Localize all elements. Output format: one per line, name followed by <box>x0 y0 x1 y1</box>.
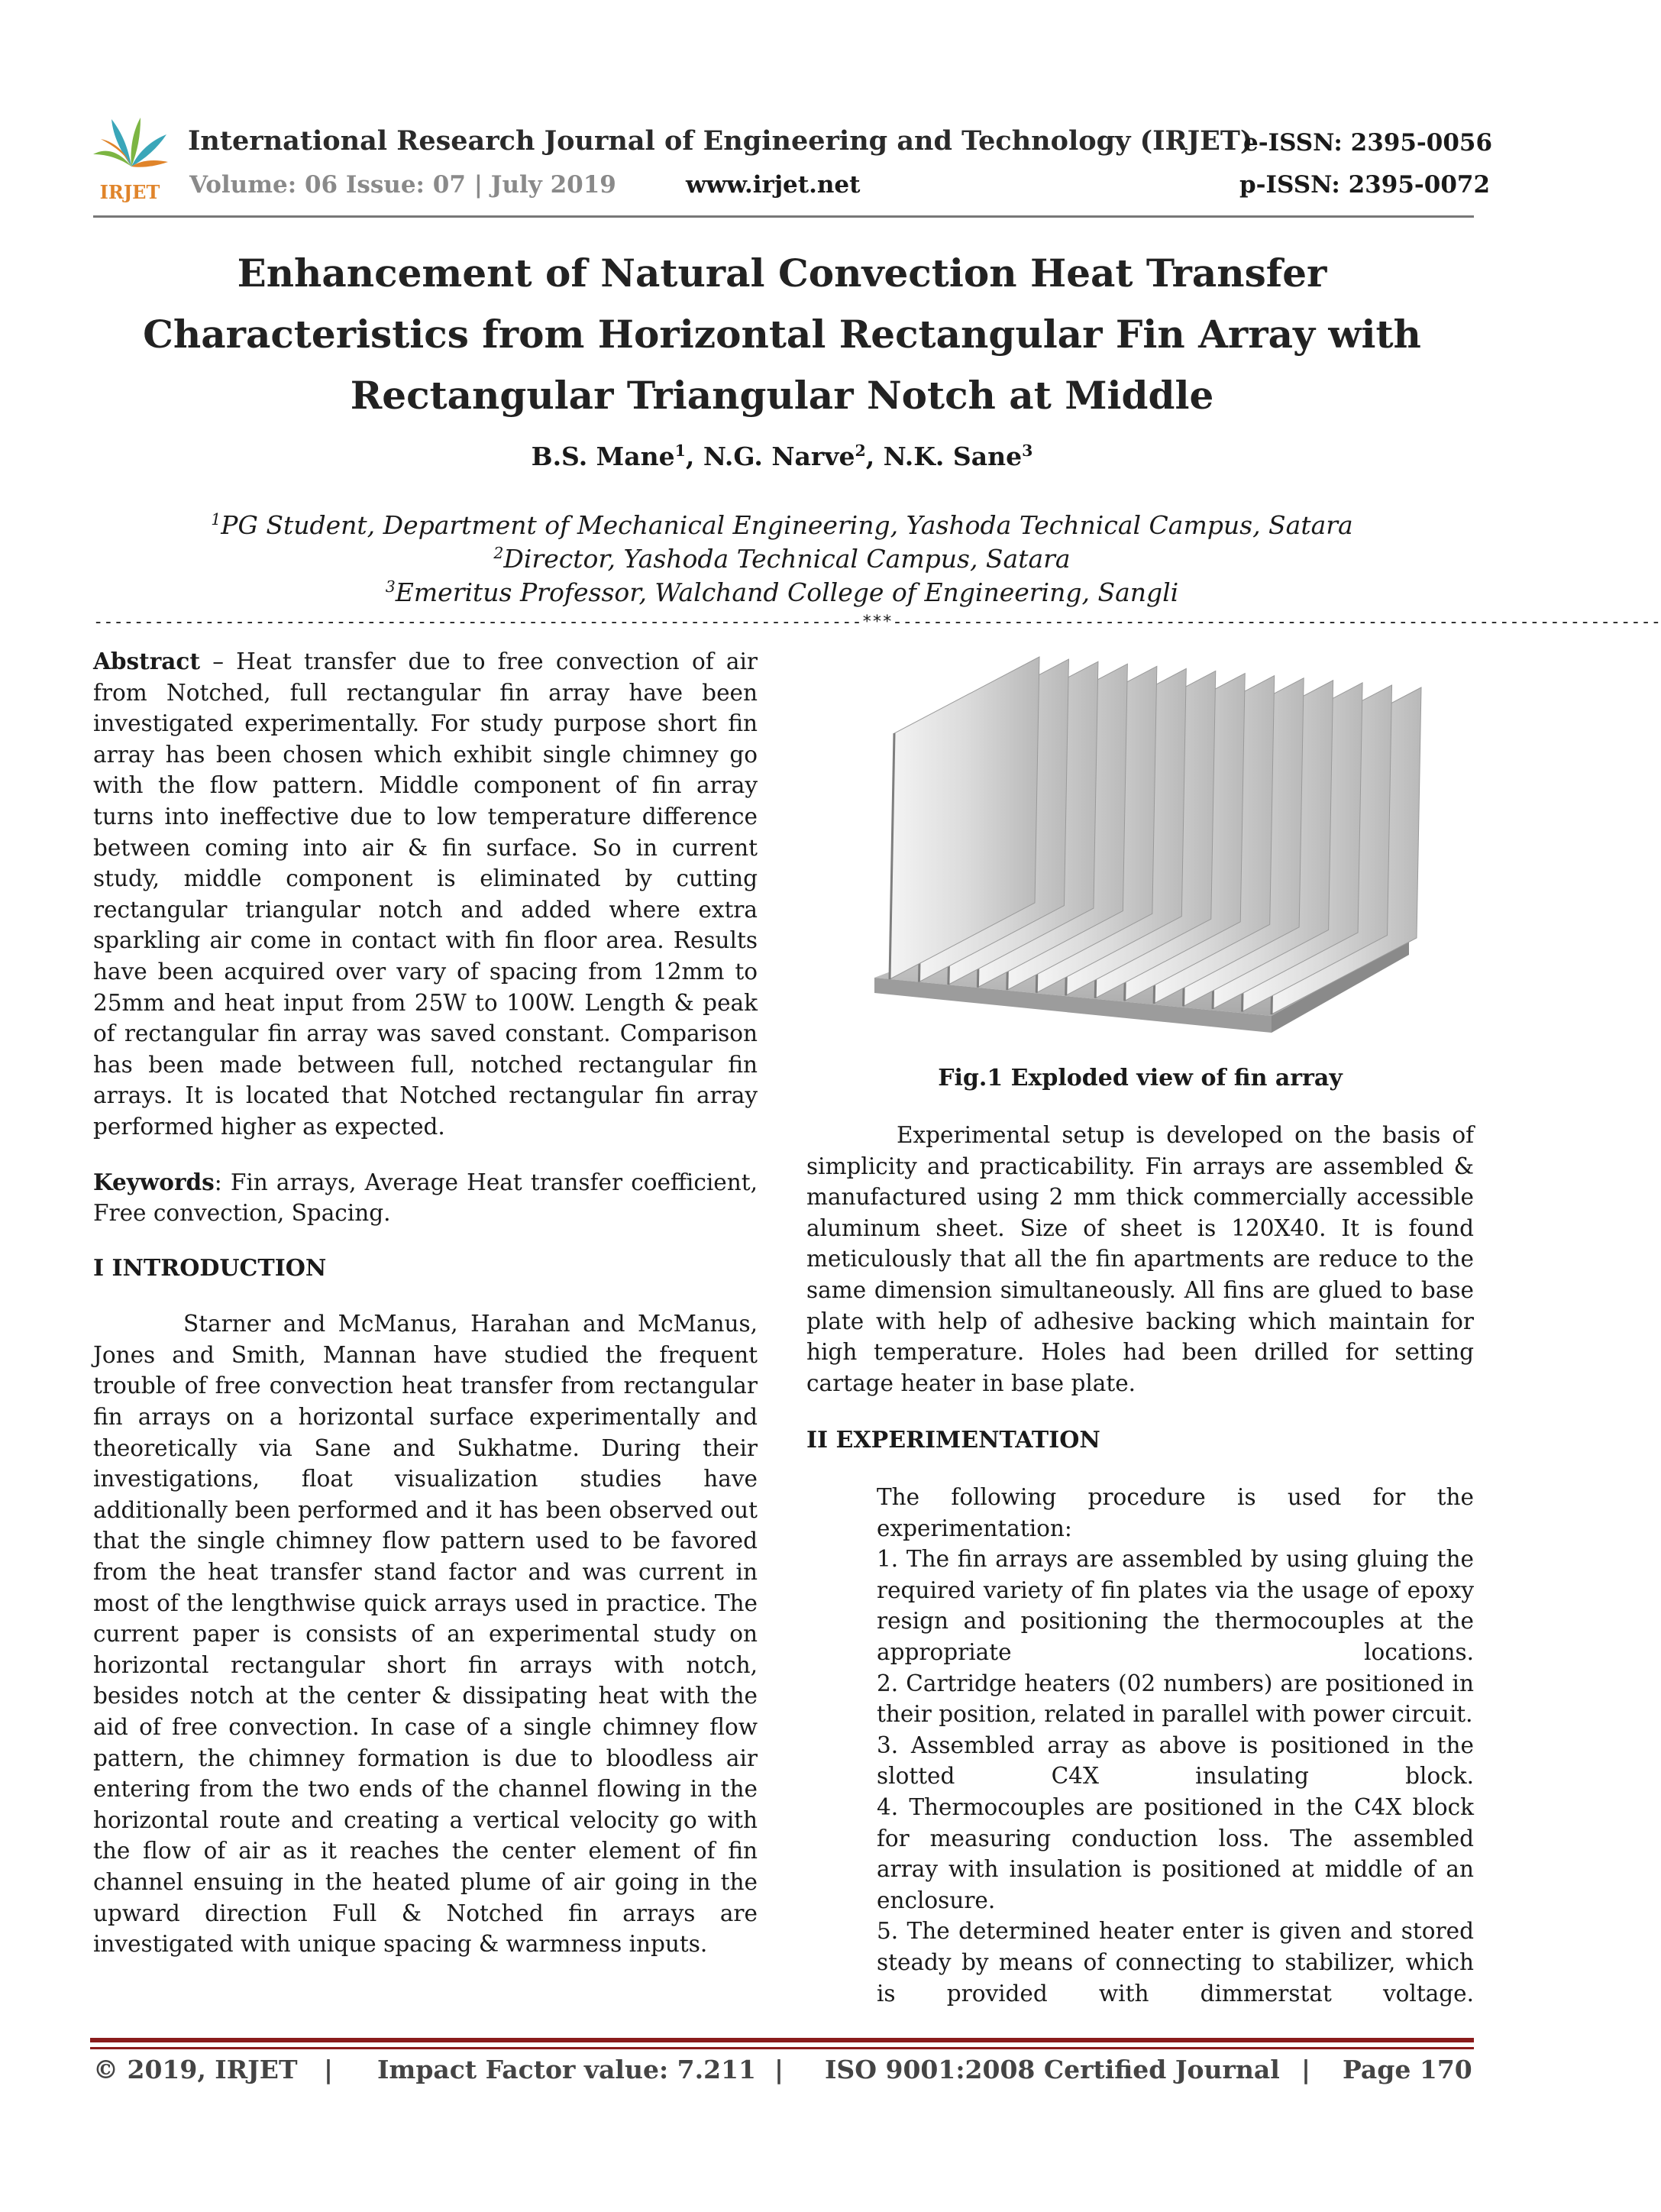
keywords-text: : Fin arrays, Average Heat transfer coefficient, Free convection, Spacing. <box>93 1169 758 1227</box>
journal-title: International Research Journal of Engineering and Technology (IRJET) <box>188 125 1253 157</box>
procedure-step: 3. Assembled array as above is positioned in the slotted C4X insulating block. <box>877 1732 1474 1790</box>
e-issn: e-ISSN: 2395-0056 <box>1243 129 1493 157</box>
author-name: N.G. Narve <box>703 441 855 471</box>
header-divider <box>93 215 1474 218</box>
abstract-label: Abstract <box>93 648 200 674</box>
procedure-intro: The following procedure is used for the experimentation: <box>877 1484 1474 1541</box>
procedure-step: 2. Cartridge heaters (02 numbers) are positioned in their position, related in parallel with power circuit. <box>877 1670 1474 1728</box>
journal-website-link[interactable]: www.irjet.net <box>686 171 861 199</box>
keywords-label: Keywords <box>93 1168 215 1195</box>
abstract-text: – Heat transfer due to free convection of air from Notched, full rectangular fin array have been investigated experimentally. For study purpose short fin array has been chosen which exhibit single chimney go with the flow pattern. Middle component of fin array turns into ineffective due to low temperature difference between coming into air & fin surface. So in current study, middle component is eliminated by cutting rectangular triangular notch and added where extra sparkling air come in contact with fin floor area. Results have been acquired over vary of spacing from 12mm to 25mm and heat input from 25W to 100W. Length & peak of rectangular fin array was saved constant. Comparison has been made between full, notched rectangular fin arrays. It is located that Notched rectangular fin array performed higher as expected. <box>93 648 758 1140</box>
affiliation-text: Emeritus Professor, Walchand College of Engineering, Sangli <box>395 577 1179 607</box>
logo-leaves-icon <box>93 118 168 167</box>
procedure-step: 5. The determined heater enter is given and stored steady by means of connecting to stabilizer, which is provided with dimmerstat voltage. <box>877 1918 1474 2007</box>
left-column <box>93 646 758 1960</box>
author-name: B.S. Mane <box>531 441 675 471</box>
page-footer <box>93 2055 1472 2084</box>
author-list: B.S. Mane$^1$, N.G. Narve$^2$, N.K. Sane$^3$ <box>531 441 1033 471</box>
figure-caption: Fig.1 Exploded view of fin array <box>938 1065 1343 1091</box>
affiliation-text: PG Student, Department of Mechanical Engineering, Yashoda Technical Campus, Satara <box>221 510 1353 540</box>
irjet-logo <box>90 113 173 206</box>
affiliation <box>76 542 1488 576</box>
keywords <box>93 1167 758 1229</box>
affiliation-mark: 3 <box>385 577 396 596</box>
footer-separator: | <box>774 2055 784 2084</box>
setup-paragraph: Experimental setup is developed on the basis of simplicity and practicability. Fin arrays are assembled & manufactured using 2 mm thick commercially accessible aluminum sheet. Size of sheet is 120X40. It is found meticulously that all the fin apartments are reduce to the same dimension simultaneously. All fins are glued to base plate with help of adhesive backing which maintain for high temperature. Holes had been drilled for setting cartage heater in base plate. <box>806 1122 1474 1396</box>
author-name: N.K. Sane <box>883 441 1023 471</box>
fin-array-figure <box>844 687 1424 1039</box>
affiliation-mark: 1 <box>211 510 221 529</box>
procedure-step: 1. The fin arrays are assembled by using gluing the required variety of fin plates via the usage of epoxy resign and positioning the thermocouples at the appropriate locations. <box>877 1546 1474 1665</box>
procedure-step: 4. Thermocouples are positioned in the C4X block for measuring conduction loss. The assembled array with insulation is positioned at middle of an enclosure. <box>877 1793 1474 1913</box>
volume-issue: Volume: 06 Issue: 07 | July 2019 <box>189 171 616 199</box>
footer-impact-factor: Impact Factor value: 7.211 <box>377 2055 756 2084</box>
author-affiliation-mark: 3 <box>1022 441 1033 460</box>
logo-text: IRJET <box>99 181 160 203</box>
experimentation-heading: II EXPERIMENTATION <box>806 1427 1100 1454</box>
introduction-text: Starner and McManus, Harahan and McManus, Jones and Smith, Mannan have studied the frequent trouble of free convection heat transfer from rectangular fin arrays on a horizontal surface experimentally and theoretically via Sane and Sukhatme. During their investigations, float visualization studies have additionally been performed and it has been observed out that the single chimney flow pattern used to be favored from the heat transfer stand factor and was current in most of the lengthwise quick arrays used in practice. The current paper is consists of an experimental study on horizontal rectangular short fin arrays with notch, besides notch at the center & dissipating heat with the aid of free convection. In case of a single chimney flow pattern, the chimney formation is due to bloodless air entering from the two ends of the channel flowing in the horizontal route and creating a vertical velocity go with the flow of air as it reaches the center element of fin channel ensuing in the heated plume of air going in the upward direction Full & Notched fin arrays are investigated with unique spacing & warmness inputs. <box>93 1311 758 1958</box>
footer-separator: | <box>324 2055 334 2084</box>
procedure-list <box>877 1482 1474 2009</box>
affiliation <box>76 576 1488 610</box>
footer-page-number: Page 170 <box>1343 2055 1472 2084</box>
author-affiliation-mark: 1 <box>674 441 686 460</box>
footer-divider-thin <box>90 2047 1474 2049</box>
footer-copyright: © 2019, IRJET <box>93 2055 298 2084</box>
footer-iso: ISO 9001:2008 Certified Journal <box>825 2055 1280 2084</box>
heat-sink-image <box>844 687 1424 1039</box>
section-separator: ----------------------------------------------------------------------------***---------------------------------------------------------------------------- <box>93 613 1661 632</box>
footer-divider <box>90 2038 1474 2042</box>
paper-title: Enhancement of Natural Convection Heat Transfer Characteristics from Horizontal Rectangular Fin Array with Rectangular Triangular Notch at Middle <box>143 251 1421 418</box>
introduction-heading: I INTRODUCTION <box>93 1254 327 1282</box>
abstract <box>93 646 758 1143</box>
footer-separator: | <box>1301 2055 1311 2084</box>
author-affiliation-mark: 2 <box>855 441 866 460</box>
p-issn: p-ISSN: 2395-0072 <box>1239 171 1491 199</box>
affiliation-mark: 2 <box>493 544 504 562</box>
affiliation-list <box>76 509 1488 610</box>
affiliation <box>76 509 1488 542</box>
affiliation-text: Director, Yashoda Technical Campus, Satara <box>503 544 1071 574</box>
